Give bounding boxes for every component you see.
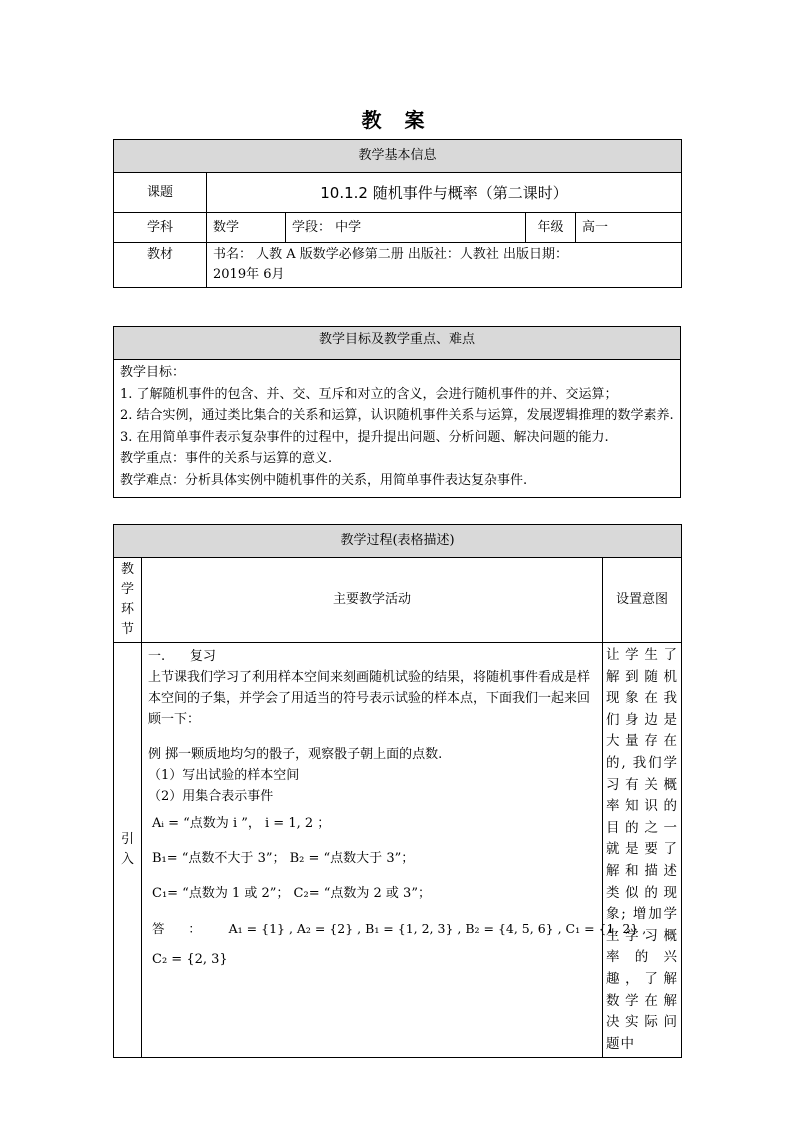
goals-content — [114, 360, 681, 498]
goals-table — [113, 326, 681, 498]
grade-label: 年级 — [526, 213, 576, 243]
answer-line-2: C₂ = {2, 3} — [152, 952, 228, 967]
goals-line: 3. 在用简单事件表示复杂事件的过程中，提升提出问题、分析问题、解决问题的能力. — [120, 429, 609, 445]
textbook-line-1: 书名： 人教 A 版数学必修第二册 出版社：人教社 出版日期： — [213, 247, 569, 262]
basic-info-header: 教学基本信息 — [114, 140, 682, 173]
col-intent-header: 设置意图 — [603, 558, 682, 643]
col-stage-header — [114, 558, 142, 643]
process-table — [113, 524, 682, 1058]
question-2: （2）用集合表示事件 — [148, 789, 274, 804]
topic-value: 10.1.2 随机事件与概率（第二课时） — [207, 173, 682, 213]
stage-name: 引入 — [120, 832, 134, 868]
intent-cell: 让学生了解到随机现象在我们身边是大量存在的, 我们学习有关概率知识的目的之一就是要了解和描述类似的现象; 增加学生学习概率的兴趣，了解数学在解决实际问题中 — [603, 643, 682, 1058]
example-text: 例 掷一颗质地均匀的骰子，观察骰子朝上面的点数. — [148, 747, 443, 762]
col-main-header: 主要教学活动 — [142, 558, 603, 643]
textbook-info — [207, 243, 682, 288]
grade-value: 高一 — [576, 213, 682, 243]
goals-line: 1. 了解随机事件的包含、并、交、互斥和对立的含义，会进行随机事件的并、交运算； — [120, 386, 618, 402]
goals-line: 教学目标： — [120, 365, 186, 380]
goals-line: 教学难点：分析具体实例中随机事件的关系，用简单事件表达复杂事件. — [120, 472, 528, 488]
equation-c: C₁= “点数为 1 或 2”； C₂= “点数为 2 或 3”； — [152, 886, 431, 901]
subject-label: 学科 — [114, 213, 207, 243]
section-heading: 一. 复习 — [148, 649, 216, 664]
goals-line: 2. 结合实例，通过类比集合的关系和运算，认识随机事件关系与运算，发展逻辑推理的数学素养. — [120, 408, 674, 423]
answer-line: 答 ： A₁ = {1} , A₂ = {2} , B₁ = {1, 2, 3} , B₂ = {4, 5, 6} , C₁ = {1, 2} , — [152, 921, 647, 936]
textbook-label: 教材 — [114, 243, 207, 288]
equation-b: B₁= “点数不大于 3”； B₂ = “点数大于 3”； — [152, 851, 415, 866]
process-header: 教学过程(表格描述) — [114, 525, 682, 558]
equation-a: Aᵢ = “点数为 i ”， i = 1, 2 ； — [152, 816, 331, 831]
intro-paragraph: 上节课我们学习了利用样本空间来刻画随机试验的结果，将随机事件看成是样本空间的子集，并学会了用适当的符号表示试验的样本点，下面我们一起来回顾一下： — [148, 670, 591, 727]
stage-cell — [114, 643, 142, 1058]
subject-value: 数学 — [207, 213, 286, 243]
topic-label: 课题 — [114, 173, 207, 213]
goals-header: 教学目标及教学重点、难点 — [114, 327, 681, 360]
goals-line: 教学重点：事件的关系与运算的意义. — [120, 451, 333, 466]
question-1: （1）写出试验的样本空间 — [148, 768, 300, 783]
col-stage-text: 教学环节 — [120, 562, 134, 637]
textbook-line-2: 2019年 6月 — [213, 267, 285, 282]
document-title: 教 案 — [361, 108, 433, 132]
stage-text: 学段： 中学 — [286, 213, 526, 243]
basic-info-table — [113, 139, 682, 288]
